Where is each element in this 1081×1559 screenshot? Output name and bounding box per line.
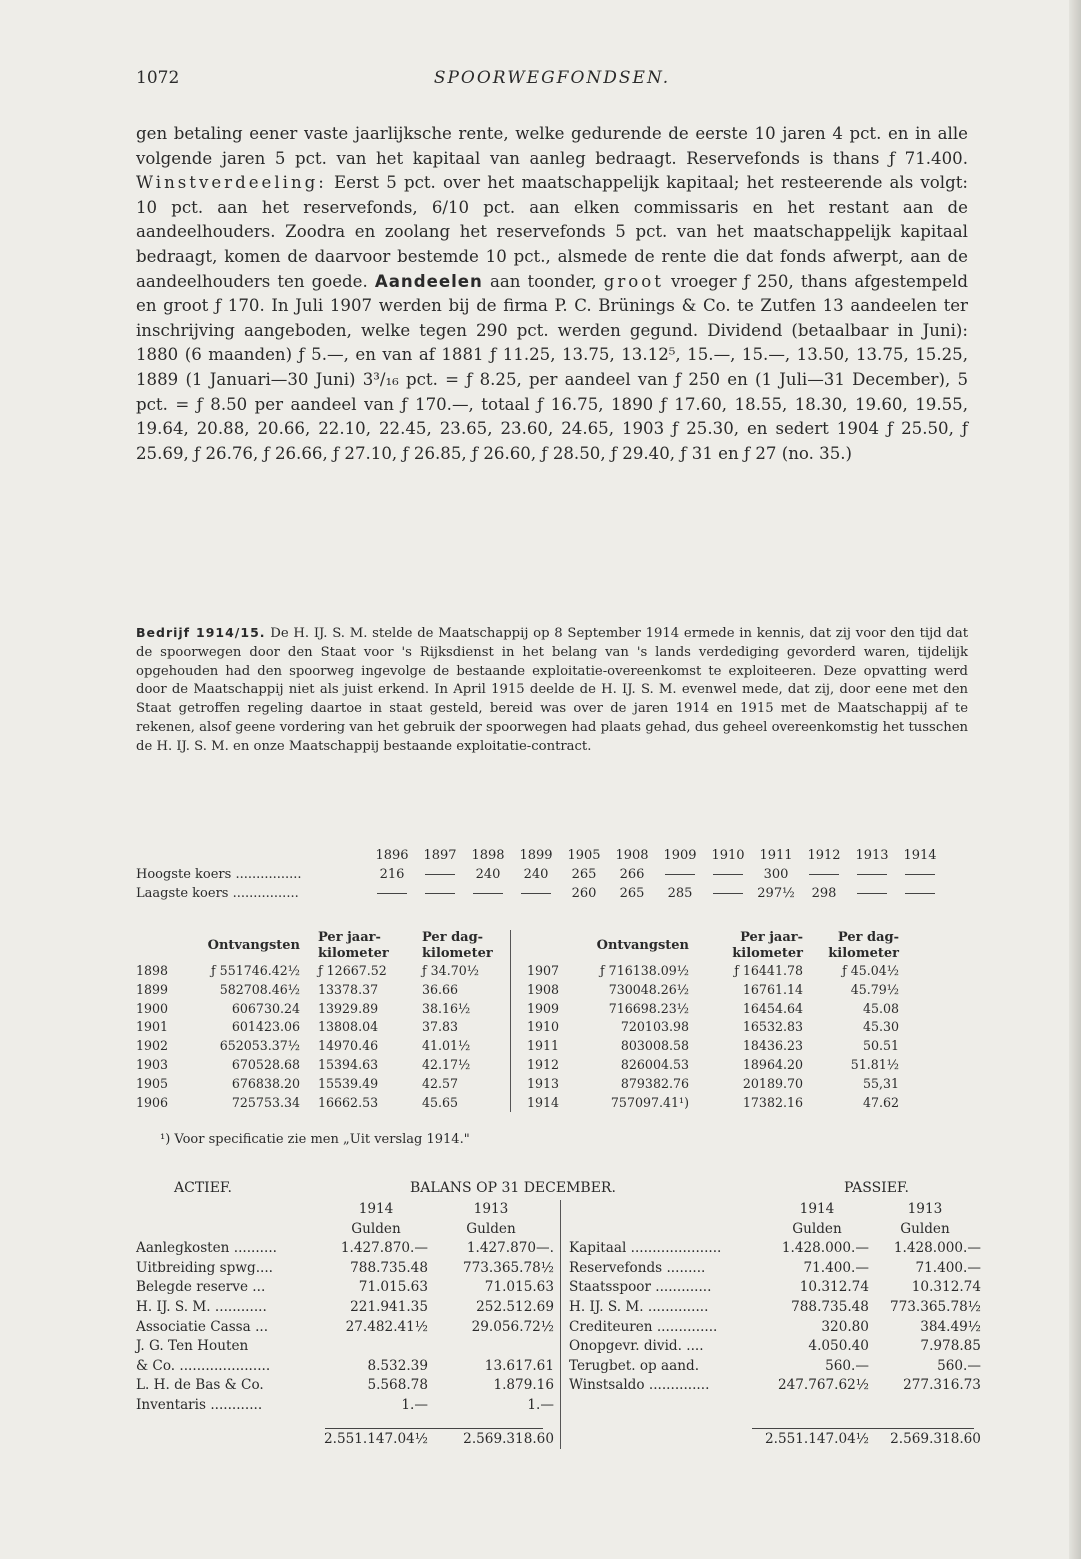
row-year: 1910	[511, 1018, 594, 1037]
footnote: ¹) Voor specificatie zie men „Uit verslag 1914."	[160, 1132, 470, 1147]
passief-1913: 773.365.78½	[889, 1298, 981, 1315]
row-ontvangsten: 720103.98	[620, 1019, 689, 1035]
actief-1914: 8.532.39	[367, 1357, 428, 1374]
passief-1914	[765, 1396, 869, 1416]
col-per-jaar-km-2: Per jaar-kilometer	[732, 930, 803, 961]
koers-laagste-value	[848, 884, 896, 903]
row-per-dag: 41.01½	[422, 1038, 471, 1054]
row-per-dag: ƒ 34.70½	[422, 963, 479, 978]
actief-1913: 1.879.16	[493, 1377, 554, 1394]
row-per-dag: 50.51	[862, 1038, 899, 1054]
koers-hoogste-value: 216	[379, 867, 405, 882]
row-year: 1900	[136, 1000, 169, 1016]
koers-year: 1908	[615, 848, 649, 863]
actief-1913: 773.365.78½	[462, 1259, 554, 1276]
passief-1913: 1.428.000.—	[893, 1240, 981, 1257]
koers-laagste-value	[368, 884, 416, 903]
koers-laagste-value: 260	[571, 886, 597, 901]
koers-year: 1913	[855, 848, 889, 863]
ontvangsten-row	[136, 1056, 899, 1075]
actief-1914: 788.735.48	[350, 1259, 428, 1276]
col-per-dag-km: Per dag-kilometer	[422, 930, 493, 961]
totals-spacer	[560, 1416, 765, 1450]
ontvangsten-row	[136, 1018, 899, 1037]
year-1913: 1913	[473, 1201, 509, 1217]
passief-1913: 7.978.85	[920, 1338, 981, 1355]
passief-1914: 788.735.48	[791, 1298, 869, 1315]
row-per-jaar: 17382.16	[742, 1094, 803, 1110]
row-ontvangsten: 730048.26½	[608, 981, 689, 997]
balans-row	[136, 1278, 981, 1298]
passief-1913: 71.400.—	[915, 1259, 981, 1276]
balans-row	[136, 1318, 981, 1338]
groot-label: groot	[603, 271, 664, 291]
running-title: SPOORWEGFONDSEN.	[433, 68, 671, 88]
row-ontvangsten: ƒ 551746.42½	[211, 963, 300, 978]
row-ontvangsten: 725753.34	[231, 1094, 300, 1110]
row-year: 1913	[511, 1075, 594, 1094]
row-ontvangsten: 757097.41¹)	[610, 1094, 689, 1110]
koers-hoogste-value: 240	[475, 867, 501, 882]
row-ontvangsten: 826004.53	[620, 1056, 689, 1072]
row-per-dag: 51.81½	[850, 1056, 899, 1072]
koers-hoogste-value: 300	[763, 867, 789, 882]
passief-item: Reservefonds .........	[560, 1259, 765, 1279]
ontvangsten-table	[136, 930, 899, 1112]
actief-1914: 1.427.870.—	[340, 1240, 428, 1257]
row-per-jaar: 16761.14	[742, 981, 803, 997]
passief-1913: 384.49½	[920, 1318, 981, 1335]
row-per-jaar: 16662.53	[318, 1094, 379, 1110]
balans-row	[136, 1239, 981, 1259]
koers-year: 1911	[759, 848, 793, 863]
balans-table	[136, 1200, 981, 1449]
row-year: 1914	[511, 1094, 594, 1113]
col-ontvangsten: Ontvangsten	[207, 938, 300, 953]
year-1914: 1914	[358, 1201, 394, 1217]
row-per-dag: 45.08	[862, 1000, 899, 1016]
intro-text	[136, 122, 968, 466]
row-per-jaar: ƒ 16441.78	[734, 963, 803, 978]
koers-laagste-value: 285	[667, 886, 693, 901]
balans-row	[136, 1337, 981, 1357]
col-per-dag-km-2: Per dag-kilometer	[828, 930, 899, 961]
koers-laagste-value: 265	[619, 886, 645, 901]
actief-1914: 27.482.41½	[345, 1318, 428, 1335]
actief-item: Aanlegkosten ..........	[136, 1240, 277, 1257]
koers-laagste-value	[416, 884, 464, 903]
actief-1914: 1.—	[401, 1396, 428, 1413]
dash-mark	[809, 874, 839, 875]
row-per-dag: 55,31	[862, 1075, 899, 1091]
col-ontvangsten-2: Ontvangsten	[596, 938, 689, 953]
dash-mark	[521, 893, 551, 894]
koers-year: 1905	[567, 848, 601, 863]
row-per-jaar: 13378.37	[318, 981, 379, 997]
row-per-jaar: 16532.83	[742, 1019, 803, 1035]
passief-item	[560, 1396, 765, 1416]
dash-mark	[857, 893, 887, 894]
koers-hoogste-value	[704, 865, 752, 884]
koers-laagste-value: 297½	[757, 886, 795, 901]
row-per-jaar: 20189.70	[742, 1075, 803, 1091]
laagste-koers-label: Laagste koers ................	[136, 886, 299, 901]
balans-totals-row	[136, 1416, 981, 1450]
row-per-jaar: 18436.23	[742, 1038, 803, 1054]
row-per-jaar: 16454.64	[742, 1000, 803, 1016]
row-per-dag: 45.65	[422, 1094, 459, 1110]
dash-mark	[905, 893, 935, 894]
passief-item: Terugbet. op aand.	[560, 1357, 765, 1377]
ontvangsten-row	[136, 962, 899, 981]
balans-row	[136, 1259, 981, 1279]
row-per-dag: 47.62	[862, 1094, 899, 1110]
hoogste-koers-label: Hoogste koers ................	[136, 867, 302, 882]
koers-laagste-value	[704, 884, 752, 903]
page-number: 1072	[136, 68, 180, 88]
passief-1914: 10.312.74	[799, 1279, 869, 1296]
total-rule-right	[752, 1428, 974, 1429]
koers-year: 1912	[807, 848, 841, 863]
row-year: 1901	[136, 1019, 169, 1035]
dash-mark	[425, 874, 455, 875]
total-rule-left	[325, 1428, 543, 1429]
passief-1913: 10.312.74	[911, 1279, 981, 1296]
actief-item: H. IJ. S. M. ............	[136, 1298, 267, 1315]
ontvangsten-row	[136, 1037, 899, 1056]
row-ontvangsten: 803008.58	[620, 1038, 689, 1054]
bedrijf-heading: Bedrijf 1914/15.	[136, 625, 266, 640]
totals-spacer	[136, 1416, 324, 1450]
row-per-dag: 42.17½	[422, 1056, 471, 1072]
balans-row	[136, 1376, 981, 1396]
koers-hoogste-value	[896, 865, 944, 884]
actief-item: L. H. de Bas & Co.	[136, 1377, 264, 1394]
koers-hoogste-value	[656, 865, 704, 884]
dash-mark	[473, 893, 503, 894]
row-per-dag: 42.57	[422, 1075, 459, 1091]
row-ontvangsten: 606730.24	[231, 1000, 300, 1016]
row-ontvangsten: ƒ 716138.09½	[600, 963, 689, 978]
balans-row	[136, 1396, 981, 1416]
dash-mark	[665, 874, 695, 875]
col-per-jaar-km: Per jaar-kilometer	[318, 930, 389, 961]
passief-item: Crediteuren ..............	[560, 1318, 765, 1338]
row-year: 1906	[136, 1094, 169, 1110]
koers-year: 1909	[663, 848, 697, 863]
ontvangsten-row	[136, 1094, 899, 1113]
unit-gulden: Gulden	[351, 1220, 401, 1237]
actief-label: ACTIEF.	[174, 1180, 232, 1196]
actief-1913: 29.056.72½	[471, 1318, 554, 1335]
balans-row	[136, 1298, 981, 1318]
passief-1914: 71.400.—	[803, 1259, 869, 1276]
koers-laagste-value: 298	[811, 886, 837, 901]
koers-year: 1899	[519, 848, 553, 863]
passief-1914: 247.767.62½	[777, 1377, 869, 1394]
row-year: 1905	[136, 1075, 169, 1091]
koers-table	[136, 846, 944, 903]
row-per-jaar: 14970.46	[318, 1038, 379, 1054]
passief-1914: 560.—	[825, 1357, 869, 1374]
winstverdeeling-label: Winstverdeeling:	[136, 173, 327, 193]
koers-year: 1914	[903, 848, 937, 863]
passief-item: Winstsaldo ..............	[560, 1376, 765, 1396]
actief-item: Uitbreiding spwg....	[136, 1259, 273, 1276]
koers-hoogste-value: 266	[619, 867, 645, 882]
actief-item: Inventaris ............	[136, 1396, 263, 1413]
row-ontvangsten: 582708.46½	[219, 981, 300, 997]
page-edge	[1069, 0, 1081, 1559]
ontvangsten-row	[136, 981, 899, 1000]
actief-item: & Co. .....................	[136, 1357, 271, 1374]
row-per-dag: 45.79½	[850, 981, 899, 997]
actief-1913: 1.—	[527, 1396, 554, 1413]
passief-item: H. IJ. S. M. ..............	[560, 1298, 765, 1318]
row-per-dag: 45.30	[862, 1019, 899, 1035]
dash-mark	[713, 874, 743, 875]
row-ontvangsten: 601423.06	[231, 1019, 300, 1035]
row-ontvangsten: 676838.20	[231, 1075, 300, 1091]
ontvangsten-row	[136, 1000, 899, 1019]
passief-1913: 277.316.73	[903, 1377, 981, 1394]
dash-mark	[713, 893, 743, 894]
actief-item: Associatie Cassa ...	[136, 1318, 269, 1335]
actief-1913	[428, 1337, 561, 1357]
unit-gulden: Gulden	[466, 1220, 516, 1237]
koers-year: 1910	[711, 848, 745, 863]
row-year: 1899	[136, 981, 169, 997]
row-ontvangsten: 652053.37½	[219, 1038, 300, 1054]
passief-item: Kapitaal .....................	[560, 1239, 765, 1259]
actief-1914: 221.941.35	[350, 1298, 428, 1315]
row-per-dag: 37.83	[422, 1019, 459, 1035]
koers-hoogste-value	[800, 865, 848, 884]
koers-year: 1898	[471, 848, 505, 863]
koers-hoogste-value	[416, 865, 464, 884]
balans-row	[136, 1357, 981, 1377]
row-year: 1908	[511, 981, 594, 1000]
aandeelen-label: Aandeelen	[374, 271, 483, 291]
row-year: 1909	[511, 1000, 594, 1019]
row-per-jaar: 13929.89	[318, 1000, 379, 1016]
row-ontvangsten: 716698.23½	[608, 1000, 689, 1016]
row-year: 1911	[511, 1037, 594, 1056]
row-year: 1907	[511, 962, 594, 981]
actief-item: Belegde reserve ...	[136, 1279, 266, 1296]
row-year: 1902	[136, 1038, 169, 1054]
row-per-dag: ƒ 45.04½	[842, 963, 899, 978]
row-ontvangsten: 670528.68	[231, 1056, 300, 1072]
koers-laagste-value	[512, 884, 560, 903]
year-1914: 1914	[799, 1201, 835, 1217]
dash-mark	[857, 874, 887, 875]
passief-1913: 560.—	[937, 1357, 981, 1374]
passief-item: Staatsspoor .............	[560, 1278, 765, 1298]
row-per-jaar: 15539.49	[318, 1075, 379, 1091]
koers-year: 1896	[375, 848, 409, 863]
bedrijf-text: De H. IJ. S. M. stelde de Maatschappij op 8 September 1914 ermede in kennis, dat zij voor den tijd dat de spoorwegen door den Staat voor 's Rijksdienst in het belang van 's lands verdediging gevorderd waren, tijdelijk opgehouden had den spoorweg ingevolge de bestaande exploitatie-overeenkomst te exploiteeren. Deze opvatting werd door de Maatschappij niet als juist erkend. In April 1915 deelde de H. IJ. S. M. evenwel mede, dat zij, door eene met den Staat getroffen regeling daartoe in staat gesteld, bereid was over de jaren 1914 en 1915 met de Maatschappij af te rekenen, alsof geene vordering van het gebruik der spoorwegen had plaats gehad, dus geheel overeenkomstig het tusschen de H. IJ. S. M. en onze Maatschappij bestaande exploitatie-contract.	[136, 626, 968, 754]
passief-1914: 1.428.000.—	[781, 1240, 869, 1257]
actief-item: J. G. Ten Houten	[136, 1338, 249, 1355]
row-per-jaar: 18964.20	[742, 1056, 803, 1072]
row-per-jaar: ƒ 12667.52	[318, 963, 387, 978]
actief-1914: 5.568.78	[367, 1377, 428, 1394]
dash-mark	[377, 893, 407, 894]
row-year: 1903	[136, 1056, 169, 1072]
dash-mark	[905, 874, 935, 875]
total-passief-1913: 2.569.318.60	[890, 1430, 981, 1447]
actief-1913: 1.427.870—.	[466, 1240, 554, 1257]
total-actief-1914: 2.551.147.04½	[324, 1430, 428, 1447]
running-header	[136, 68, 968, 96]
passief-1914: 4.050.40	[808, 1338, 869, 1355]
koers-hoogste-value	[848, 865, 896, 884]
bedrijf-section	[136, 624, 968, 757]
year-1913: 1913	[907, 1201, 943, 1217]
row-year: 1898	[136, 963, 169, 978]
row-ontvangsten: 879382.76	[620, 1075, 689, 1091]
koers-hoogste-value: 265	[571, 867, 597, 882]
koers-laagste-value	[464, 884, 512, 903]
row-per-dag: 38.16½	[422, 1000, 471, 1016]
actief-1913: 71.015.63	[484, 1279, 554, 1296]
row-per-dag: 36.66	[422, 981, 459, 997]
passief-1914: 320.80	[821, 1318, 869, 1335]
actief-1913: 13.617.61	[484, 1357, 554, 1374]
row-per-jaar: 15394.63	[318, 1056, 379, 1072]
row-per-jaar: 13808.04	[318, 1019, 379, 1035]
total-passief-1914: 2.551.147.04½	[764, 1430, 869, 1447]
koers-year: 1897	[423, 848, 457, 863]
ontvangsten-row	[136, 1075, 899, 1094]
actief-1913: 252.512.69	[476, 1298, 554, 1315]
passief-item: Onopgevr. divid. ....	[560, 1337, 765, 1357]
passief-1913	[869, 1396, 981, 1416]
unit-gulden: Gulden	[792, 1220, 842, 1237]
paragraph-1: gen betaling eener vaste jaarlijksche rente, welke gedurende de eerste 10 jaren 4 pct. en in alle volgende jaren 5 pct. van het kapitaal van aanleg bedraagt. Reservefonds is thans ƒ 71.400. Winstverdeeling: Eerst 5 pct. over het maatschappelijk kapitaal; het resteerende als volgt: 10 pct. aan het reservefonds, 6/10 pct. aan elken commissaris en het restant aan de aandeelhouders. Zoodra en zoolang het reservefonds 5 pct. van het maatschappelijk kapitaal bedraagt, komen de daarvoor bestemde 10 pct., alsmede de rente die dat fonds afwerpt, aan de aandeelhouders ten goede. Aandeelen aan toonder, groot vroeger ƒ 250, thans afgestempeld en groot ƒ 170. In Juli 1907 werden bij de firma P. C. Brünings & Co. te Zutfen 13 aandeelen ter inschrijving aangeboden, welke tegen 290 pct. werden gegund. Dividend (betaalbaar in Juni): 1880 (6 maanden) ƒ 5.—, en van af 1881 ƒ 11.25, 13.75, 13.12⁵, 15.—, 15.—, 13.50, 13.75, 15.25, 1889 (1 Januari—30 Juni) 3³/₁₆ pct. = ƒ 8.25, per aandeel van ƒ 250 en (1 Juli—31 December), 5 pct. = ƒ 8.50 per aandeel van ƒ 170.—, totaal ƒ 16.75, 1890 ƒ 17.60, 18.55, 18.30, 19.60, 19.55, 19.64, 20.88, 20.66, 22.10, 22.45, 23.65, 23.60, 24.65, 1903 ƒ 25.30, en sedert 1904 ƒ 25.50, ƒ 25.69, ƒ 26.76, ƒ 26.66, ƒ 27.10, ƒ 26.85, ƒ 26.60, ƒ 28.50, ƒ 29.40, ƒ 31 en ƒ 27 (no. 35.)	[136, 124, 968, 463]
total-actief-1913: 2.569.318.60	[463, 1430, 554, 1447]
passief-label: PASSIEF.	[844, 1180, 909, 1196]
koers-laagste-value	[896, 884, 944, 903]
dash-mark	[425, 893, 455, 894]
row-year: 1912	[511, 1056, 594, 1075]
koers-hoogste-value: 240	[523, 867, 549, 882]
actief-1914: 71.015.63	[358, 1279, 428, 1296]
unit-gulden: Gulden	[900, 1220, 950, 1237]
balans-title: BALANS OP 31 DECEMBER.	[410, 1180, 616, 1196]
actief-1914	[324, 1337, 428, 1357]
